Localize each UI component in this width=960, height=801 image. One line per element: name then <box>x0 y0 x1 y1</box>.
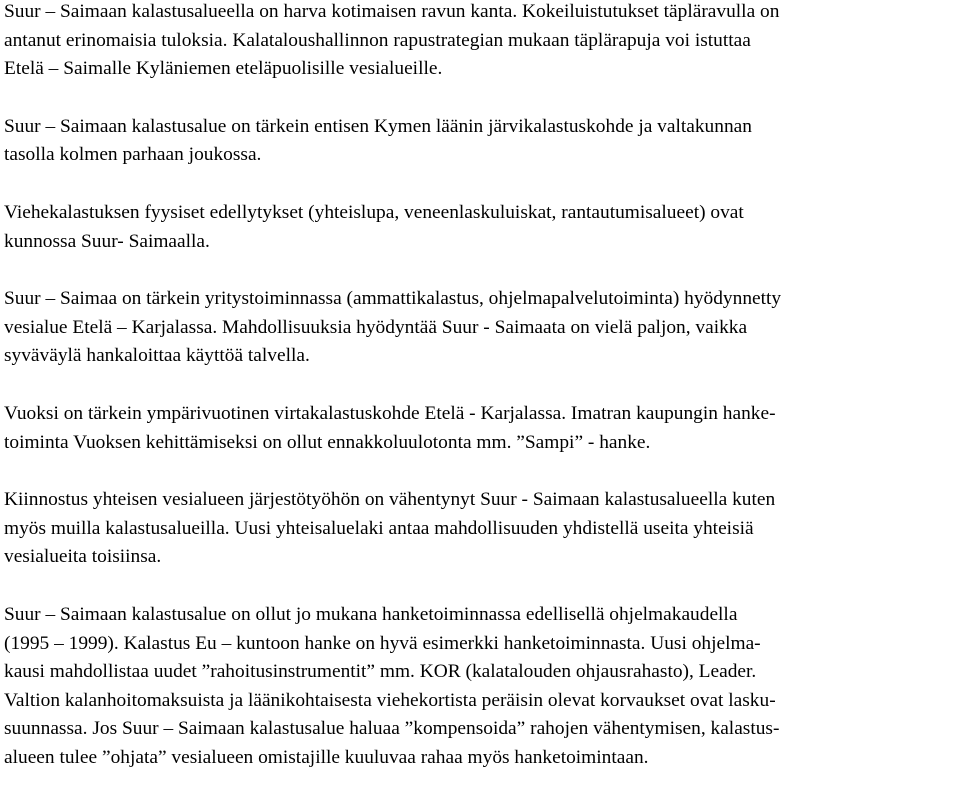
paragraph-jarvikalastus <box>4 113 960 170</box>
text-line: tasolla kolmen parhaan joukossa. <box>4 144 262 166</box>
paragraph-ravut <box>4 0 960 84</box>
text-line: syväväylä hankaloittaa käyttöä talvella. <box>4 345 310 367</box>
text-line: alueen tulee ”ohjata” vesialueen omistajille kuuluvaa rahaa myös hanketoimintaan. <box>4 746 649 768</box>
text-line: Viehekalastuksen fyysiset edellytykset (yhteislupa, veneenlaskuluiskat, rantautumisalueet) ovat <box>4 201 744 223</box>
text-line: myös muilla kalastusalueilla. Uusi yhteisaluelaki antaa mahdollisuuden yhdistellä useita yhteisiä <box>4 517 754 539</box>
text-line: kausi mahdollistaa uudet ”rahoitusinstrumentit” mm. KOR (kalatalouden ohjausrahasto), Leader. <box>4 661 757 683</box>
paragraph-hanketoiminta <box>4 601 960 773</box>
text-line: Valtion kalanhoitomaksuista ja läänikohtaisesta viehekortista peräisin olevat korvaukset ovat lasku- <box>4 689 776 711</box>
text-line: Suur – Saimaan kalastusalueella on harva kotimaisen ravun kanta. Kokeiluistutukset täpläravulla on <box>4 1 780 22</box>
text-line: Vuoksi on tärkein ympärivuotinen virtakalastuskohde Etelä - Karjalassa. Imatran kaupungin hanke- <box>4 402 776 424</box>
paragraph-jarjestotyo <box>4 486 960 572</box>
paragraph-yritystoiminta <box>4 285 960 371</box>
text-line: Suur – Saimaan kalastusalue on tärkein entisen Kymen läänin järvikalastuskohde ja valtakunnan <box>4 115 752 137</box>
text-line: vesialueita toisiinsa. <box>4 546 162 568</box>
text-line: Kiinnostus yhteisen vesialueen järjestötyöhön on vähentynyt Suur - Saimaan kalastusalueella kuten <box>4 489 776 511</box>
text-line: antanut erinomaisia tuloksia. Kalataloushallinnon rapustrategian mukaan täplärapuja voi istuttaa <box>4 29 751 51</box>
text-line: Suur – Saimaa on tärkein yritystoiminnassa (ammattikalastus, ohjelmapalvelutoiminta) hyödynnetty <box>4 288 782 310</box>
text-line: vesialue Etelä – Karjalassa. Mahdollisuuksia hyödyntää Suur - Saimaata on vielä paljon, vaikka <box>4 316 748 338</box>
paragraph-vuoksi <box>4 400 960 457</box>
document-page <box>4 0 960 801</box>
text-line: Suur – Saimaan kalastusalue on ollut jo mukana hanketoiminnassa edellisellä ohjelmakaudella <box>4 603 738 625</box>
paragraph-viehekalastus <box>4 199 960 256</box>
text-line: Etelä – Saimalle Kyläniemen eteläpuolisille vesialueille. <box>4 58 443 80</box>
text-line: suunnassa. Jos Suur – Saimaan kalastusalue haluaa ”kompensoida” rahojen vähentymisen, kalastus- <box>4 718 780 740</box>
text-line: toiminta Vuoksen kehittämiseksi on ollut ennakkoluulotonta mm. ”Sampi” - hanke. <box>4 431 651 453</box>
text-line: kunnossa Suur- Saimaalla. <box>4 230 210 252</box>
text-line: (1995 – 1999). Kalastus Eu – kuntoon hanke on hyvä esimerkki hanketoiminnasta. Uusi ohjelma- <box>4 632 761 654</box>
